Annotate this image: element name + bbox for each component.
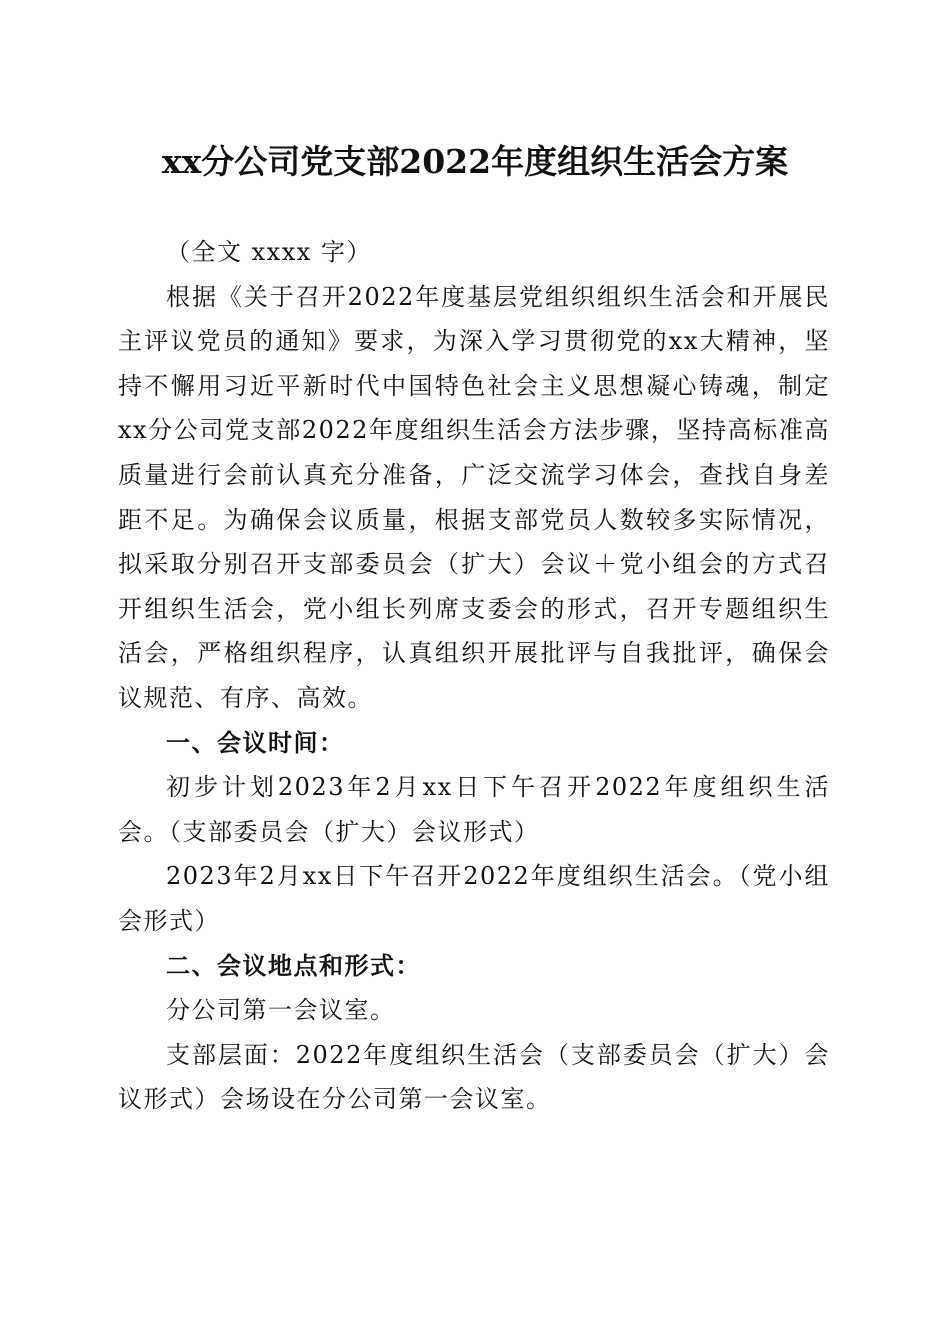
section-time-paragraph-1: 初步计划2023年2月xx日下午召开2022年度组织生活会。（支部委员会（扩大）会议形式）: [118, 773, 830, 846]
document-title: xx分公司党支部2022年度组织生活会方案: [161, 142, 789, 181]
section-heading-location: 二、会议地点和形式：: [166, 951, 421, 980]
intro-paragraph: 根据《关于召开2022年度基层党组织组织生活会和开展民主评议党员的通知》要求，为深入学习贯彻党的xx大精神，坚持不懈用习近平新时代中国特色社会主义思想凝心铸魂，制定xx分公司党支部2022年度组织生活会方法步骤，坚持高标准高质量进行会前认真充分准备，广泛交流学习体会，查找自身差距不足。为确保会议质量，根据支部党员人数较多实际情况，拟采取分别召开支部委员会（扩大）会议＋党小组会的方式召开组织生活会，党小组长列席支委会的形式，召开专题组织生活会，严格组织程序，认真组织开展批评与自我批评，确保会议规范、有序、高效。: [118, 282, 830, 712]
section-time-paragraph-2: 2023年2月xx日下午召开2022年度组织生活会。（党小组会形式）: [118, 862, 830, 935]
word-count-note: （全文 xxxx 字）: [166, 238, 372, 266]
section-location-paragraph-2: 支部层面：2022年度组织生活会（支部委员会（扩大）会议形式）会场设在分公司第一会议室。: [118, 1040, 830, 1114]
section-heading-time: 一、会议时间：: [166, 728, 345, 757]
section-location-paragraph-1: 分公司第一会议室。: [166, 996, 396, 1025]
document-body: [118, 230, 830, 1122]
